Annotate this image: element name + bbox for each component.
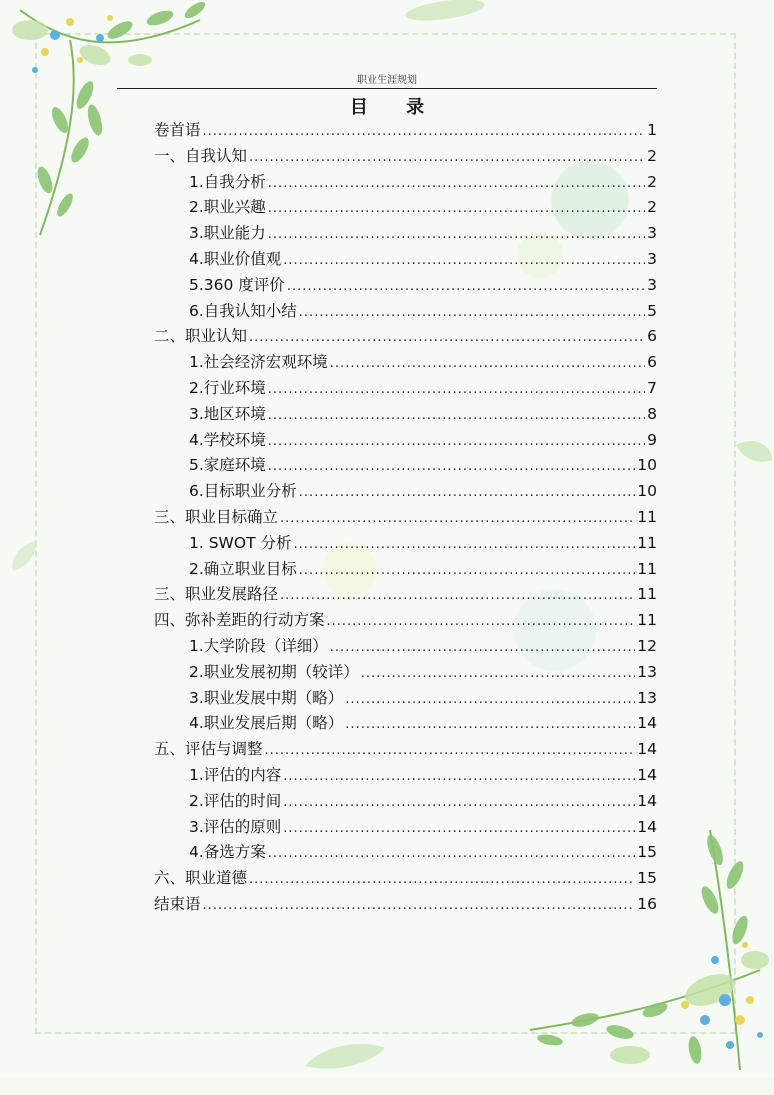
toc-entry-label: 6.自我认知小结 — [189, 301, 297, 320]
toc-entry[interactable] — [189, 427, 657, 453]
toc-entry[interactable] — [189, 272, 657, 298]
toc-entry[interactable] — [189, 169, 657, 195]
toc-dot-leader — [268, 222, 645, 248]
toc-entry-page-number: 14 — [637, 766, 657, 784]
toc-entry-label: 3.职业发展中期（略） — [189, 688, 344, 707]
toc-entry-page-number: 11 — [637, 585, 657, 604]
toc-entry-label: 5.360 度评价 — [189, 275, 285, 294]
toc-entry[interactable] — [189, 452, 657, 478]
toc-entry-page-number: 14 — [637, 817, 657, 836]
toc-entry[interactable] — [154, 323, 657, 349]
toc-entry[interactable] — [189, 814, 657, 840]
toc-entry-page-number: 5 — [647, 301, 657, 320]
toc-dot-leader — [283, 790, 635, 816]
toc-entry[interactable] — [154, 607, 657, 633]
toc-entry-label: 1. SWOT 分析 — [189, 533, 292, 552]
toc-entry-label: 4.职业价值观 — [189, 250, 282, 268]
toc-entry-page-number: 10 — [637, 456, 657, 475]
toc-entry[interactable] — [189, 788, 657, 814]
toc-dot-leader — [268, 171, 645, 197]
toc-entry[interactable] — [189, 633, 657, 659]
toc-entry[interactable] — [154, 736, 657, 762]
toc-dot-leader — [327, 609, 636, 635]
toc-entry[interactable] — [189, 401, 657, 427]
toc-entry-label: 2.行业环境 — [189, 379, 266, 397]
toc-entry-label: 二、职业认知 — [154, 327, 248, 346]
toc-entry[interactable] — [189, 556, 657, 582]
running-header: 职业生涯规划 — [357, 75, 417, 86]
toc-entry[interactable] — [189, 685, 657, 711]
toc-entry-label: 2.确立职业目标 — [189, 559, 297, 578]
toc-entry[interactable] — [154, 865, 657, 891]
toc-entry-page-number: 12 — [637, 637, 657, 655]
toc-dot-leader — [268, 841, 635, 867]
toc-entry[interactable] — [189, 710, 657, 736]
toc-entry-page-number: 8 — [647, 404, 657, 423]
toc-entry-label: 五、评估与调整 — [154, 740, 263, 759]
toc-entry-label: 四、弥补差距的行动方案 — [154, 611, 325, 630]
toc-dot-leader — [299, 480, 635, 506]
toc-entry-page-number: 11 — [637, 559, 657, 578]
toc-entry-label: 2.职业发展初期（较详） — [189, 662, 359, 681]
toc-dot-leader — [283, 764, 635, 790]
toc-entry-page-number: 13 — [637, 662, 657, 681]
toc-dot-leader — [249, 867, 635, 893]
toc-entry-label: 1.大学阶段（详细） — [189, 637, 328, 655]
toc-dot-leader — [203, 119, 646, 145]
toc-entry-page-number: 14 — [637, 791, 657, 810]
toc-entry-page-number: 14 — [637, 740, 657, 759]
toc-entry[interactable] — [189, 246, 657, 272]
toc-entry[interactable] — [189, 762, 657, 788]
toc-entry-page-number: 3 — [647, 224, 657, 243]
toc-dot-leader — [345, 712, 635, 738]
toc-entry-label: 1.评估的内容 — [189, 766, 282, 784]
toc-entry[interactable] — [154, 117, 657, 143]
toc-dot-leader — [299, 558, 635, 584]
toc-entry-page-number: 2 — [647, 172, 657, 191]
toc-entry-label: 2.职业兴趣 — [189, 198, 266, 217]
toc-entry-page-number: 15 — [637, 869, 657, 888]
toc-entry-label: 卷首语 — [154, 121, 201, 139]
toc-entry-label: 一、自我认知 — [154, 146, 248, 165]
toc-entry-page-number: 14 — [637, 714, 657, 733]
toc-entry[interactable] — [154, 504, 657, 530]
toc-entry-label: 1.社会经济宏观环境 — [189, 353, 328, 372]
toc-entry-label: 4.职业发展后期（略） — [189, 714, 344, 733]
toc-entry-label: 4.学校环境 — [189, 430, 266, 449]
toc-dot-leader — [268, 429, 645, 455]
toc-dot-leader — [203, 893, 636, 919]
toc-entry-label: 4.备选方案 — [189, 843, 266, 862]
toc-dot-leader — [268, 454, 635, 480]
toc-entry-page-number: 11 — [637, 508, 657, 526]
toc-dot-leader — [345, 687, 635, 713]
toc-entry[interactable] — [189, 478, 657, 504]
toc-entry-page-number: 1 — [647, 121, 657, 139]
toc-entry-page-number: 3 — [647, 250, 657, 268]
toc-entry-label: 结束语 — [154, 895, 201, 913]
toc-entry-page-number: 13 — [637, 688, 657, 707]
toc-entry-page-number: 9 — [647, 430, 657, 449]
toc-entry[interactable] — [154, 143, 657, 169]
toc-dot-leader — [280, 583, 635, 609]
toc-title: 目 录 — [349, 97, 441, 118]
toc-entry-page-number: 2 — [647, 146, 657, 165]
header-rule — [117, 88, 657, 89]
toc-dot-leader — [299, 300, 645, 326]
toc-dot-leader — [287, 274, 645, 300]
toc-entry-page-number: 16 — [637, 895, 657, 913]
toc-entry-page-number: 6 — [647, 327, 657, 346]
toc-dot-leader — [268, 196, 645, 222]
toc-entry-label: 1.自我分析 — [189, 172, 266, 191]
toc-dot-leader — [268, 403, 645, 429]
toc-dot-leader — [265, 738, 636, 764]
toc-entry-label: 六、职业道德 — [154, 869, 248, 888]
toc-dot-leader — [283, 816, 635, 842]
toc-dot-leader — [330, 635, 635, 661]
toc-entry[interactable] — [189, 375, 657, 401]
toc-entry[interactable] — [189, 530, 657, 556]
toc-entry[interactable] — [189, 349, 657, 375]
toc-entry-page-number: 3 — [647, 275, 657, 294]
toc-entry[interactable] — [189, 298, 657, 324]
toc-entry-label: 6.目标职业分析 — [189, 482, 297, 501]
toc-entry-label: 3.评估的原则 — [189, 817, 282, 836]
toc-entry-page-number: 10 — [637, 482, 657, 501]
toc-entry[interactable] — [154, 581, 657, 607]
toc-dot-leader — [361, 661, 635, 687]
toc-dot-leader — [249, 145, 645, 171]
toc-dot-leader — [249, 325, 645, 351]
toc-entry[interactable] — [189, 839, 657, 865]
toc-entry-label: 三、职业目标确立 — [154, 508, 279, 526]
toc-entry-label: 5.家庭环境 — [189, 456, 266, 475]
toc-entry-page-number: 7 — [647, 379, 657, 397]
toc-entry-label: 2.评估的时间 — [189, 791, 282, 810]
toc-entry[interactable] — [189, 194, 657, 220]
toc-entry-label: 三、职业发展路径 — [154, 585, 279, 604]
toc-entry-label: 3.地区环境 — [189, 404, 266, 423]
toc-entry-page-number: 2 — [647, 198, 657, 217]
toc-entry[interactable] — [189, 220, 657, 246]
toc-entry[interactable] — [154, 891, 657, 917]
toc-entry-page-number: 6 — [647, 353, 657, 372]
toc-entry[interactable] — [189, 659, 657, 685]
toc-entry-label: 3.职业能力 — [189, 224, 266, 243]
toc-dot-leader — [268, 377, 645, 403]
toc-dot-leader — [330, 351, 645, 377]
toc-entry-page-number: 11 — [637, 533, 657, 552]
toc-entry-page-number: 11 — [637, 611, 657, 630]
toc-dot-leader — [280, 506, 635, 532]
toc-entry-page-number: 15 — [637, 843, 657, 862]
toc-dot-leader — [293, 532, 635, 558]
toc-dot-leader — [283, 248, 645, 274]
